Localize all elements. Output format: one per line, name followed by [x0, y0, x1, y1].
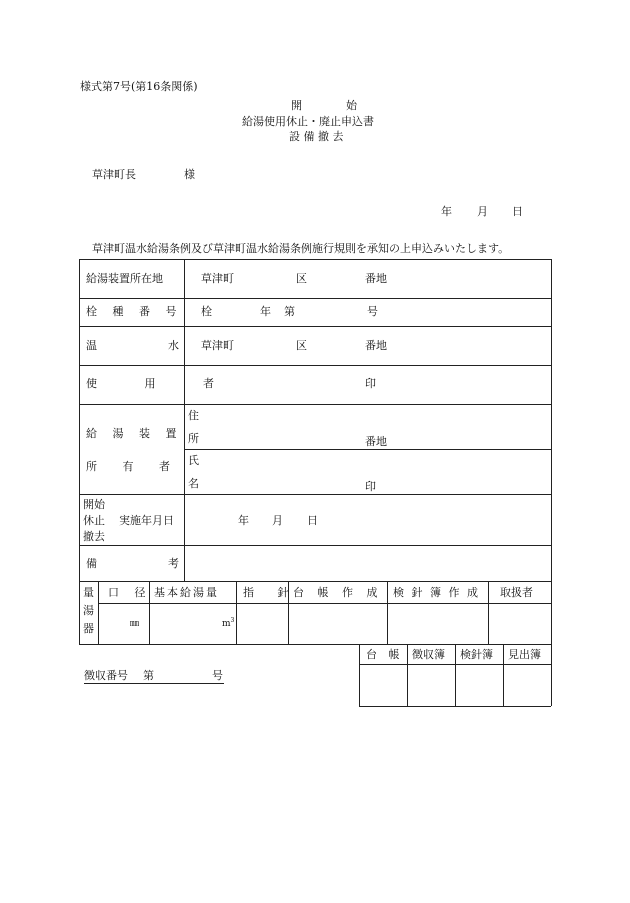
location-ku: 区	[296, 272, 307, 285]
unit-mm: ㎜	[130, 619, 140, 629]
owner-seal: 印	[365, 480, 376, 493]
meter-side-3: 器	[83, 622, 94, 635]
date-year: 年	[441, 205, 452, 218]
addressee-honorific: 様	[184, 168, 195, 181]
impl-label: 実施年月日	[119, 514, 174, 527]
ledger-header-ledger: 台 帳	[366, 648, 404, 661]
form-number: 様式第7号(第16条関係)	[80, 80, 198, 93]
remarks-label-right: 考	[168, 557, 179, 570]
owner-address-1: 住	[188, 409, 199, 422]
hot-water-label-right: 水	[168, 339, 179, 352]
impl-option-remove: 撤去	[83, 530, 105, 543]
remarks-label-left: 備	[86, 557, 97, 570]
date-month: 月	[477, 205, 488, 218]
meter-header-reading-book: 検 針 簿 作 成	[393, 586, 480, 599]
impl-year: 年	[238, 514, 249, 527]
hot-water-ku: 区	[296, 339, 307, 352]
date-day: 日	[512, 205, 523, 218]
meter-side-2: 湯	[83, 604, 94, 617]
unit-m3: $m^3$	[222, 617, 235, 629]
title-start-left: 開	[291, 99, 302, 112]
location-town: 草津町	[201, 272, 234, 285]
location-banchi: 番地	[365, 272, 387, 285]
owner-banchi: 番地	[365, 435, 387, 448]
impl-option-pause: 休止	[83, 514, 105, 527]
owner-address-2: 所	[188, 432, 199, 445]
intro-text: 草津町温水給湯条例及び草津町温水給湯条例施行規則を承知の上申込みいたします。	[92, 242, 510, 255]
title-start-right: 始	[346, 99, 357, 112]
meter-header-pointer: 指 針	[243, 586, 299, 599]
ledger-header-collection: 徴収簿	[412, 648, 445, 661]
title-removal: 設 備 撤 去	[289, 130, 344, 143]
collection-number-label: 徴収番号	[84, 669, 128, 682]
page-title: 給湯使用休止・廃止申込書	[242, 115, 374, 128]
ledger-header-index: 見出簿	[508, 648, 541, 661]
owner-name-2: 名	[188, 477, 199, 490]
meter-header-ledger: 台 帳 作 成	[293, 586, 383, 599]
impl-option-start: 開始	[83, 498, 105, 511]
meter-header-diameter: 口 径	[108, 586, 152, 599]
meter-header-base-volume: 基本給湯量	[154, 586, 219, 599]
user-seal: 印	[365, 377, 376, 390]
collection-number-go: 号	[212, 669, 223, 682]
ledger-header-reading: 検針簿	[460, 648, 493, 661]
tap-number-sen: 栓	[201, 305, 212, 318]
impl-day: 日	[307, 514, 318, 527]
tap-number-year: 年	[260, 305, 271, 318]
tap-number-go: 号	[367, 305, 378, 318]
tap-number-label: 栓 種 番 号	[86, 305, 183, 318]
hot-water-banchi: 番地	[365, 339, 387, 352]
impl-month: 月	[272, 514, 283, 527]
location-label: 給湯装置所在地	[86, 272, 163, 285]
owner-label-bottom: 所 有 者	[86, 460, 181, 473]
addressee-name: 草津町長	[92, 168, 136, 181]
hot-water-label-left: 温	[86, 339, 97, 352]
meter-header-handler: 取扱者	[500, 586, 533, 599]
owner-label-top: 給 湯 装 置	[86, 427, 183, 440]
meter-side-1: 量	[83, 586, 94, 599]
collection-number	[84, 670, 224, 684]
user-label: 使 用 者	[86, 377, 236, 390]
tap-number-dai: 第	[284, 305, 295, 318]
hot-water-town: 草津町	[201, 339, 234, 352]
owner-name-1: 氏	[188, 454, 199, 467]
collection-number-dai: 第	[143, 669, 154, 682]
